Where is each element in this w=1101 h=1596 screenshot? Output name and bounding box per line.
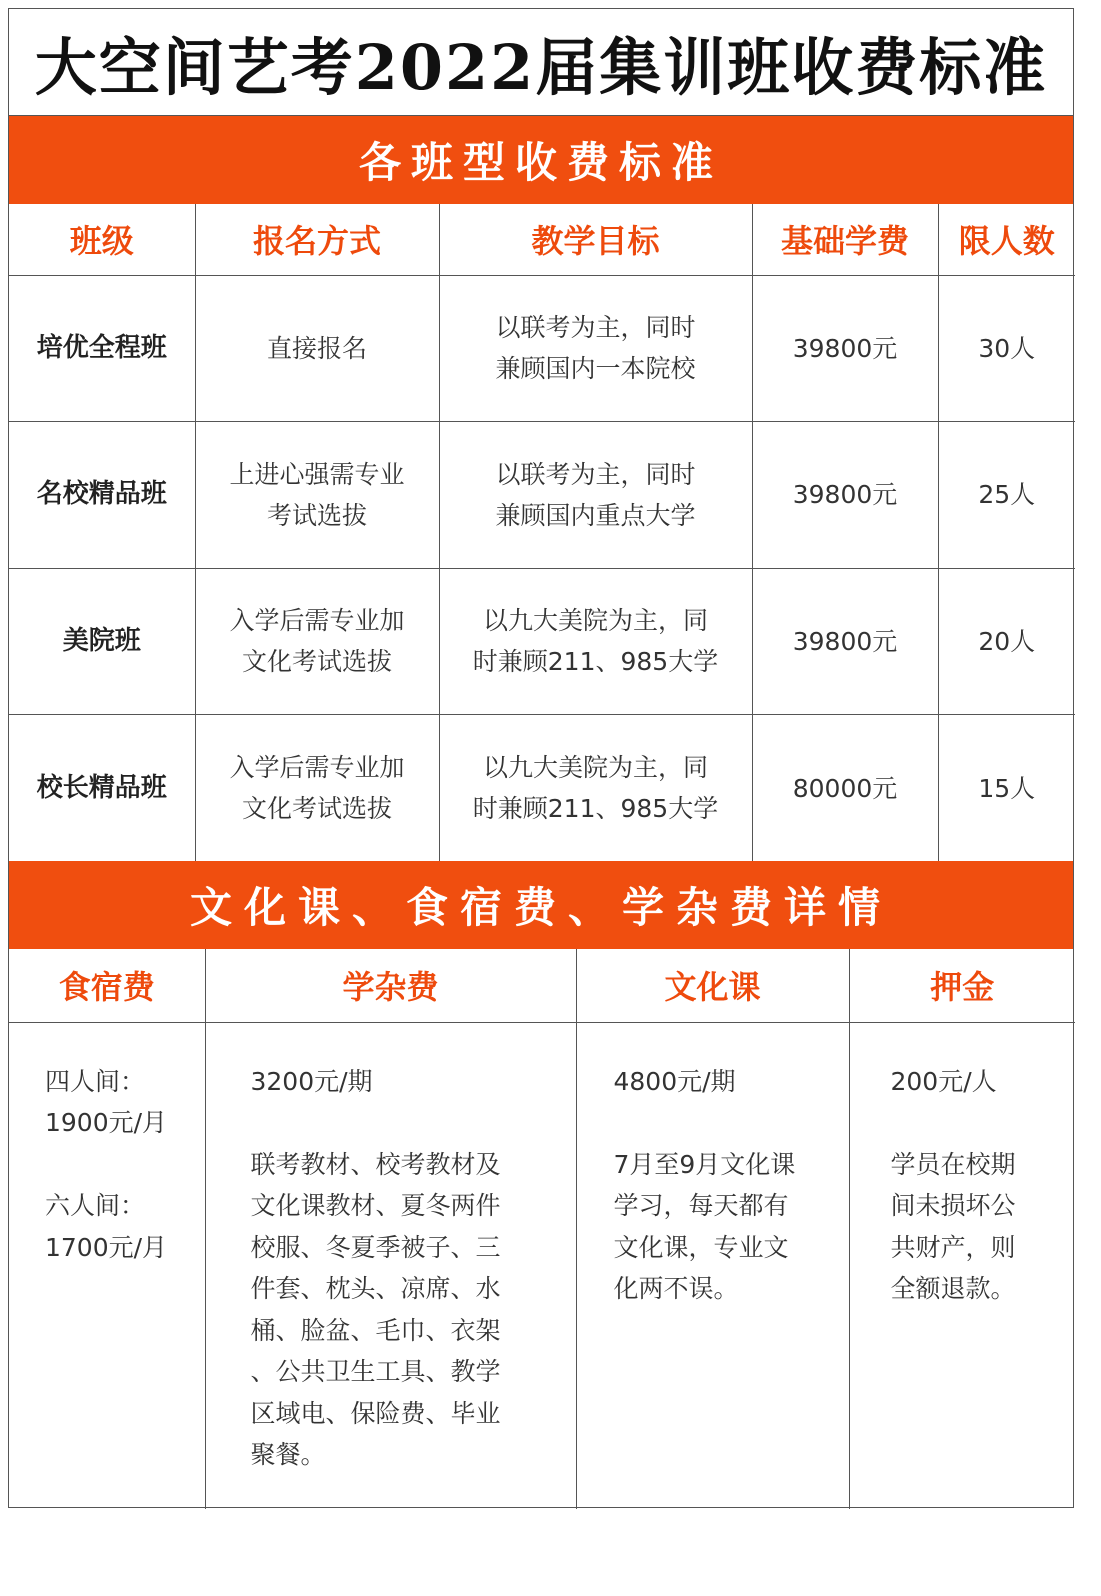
base-fee: 39800元 <box>752 568 938 715</box>
header-class: 班级 <box>9 204 195 275</box>
four-room-label: 四人间： <box>45 1066 146 1096</box>
enroll-method: 直接报名 <box>195 275 439 422</box>
class-fee-table <box>9 204 1075 861</box>
enroll-method: 入学后需专业加 文化考试选拔 <box>195 715 439 862</box>
culture-detail: 4800元/期 7月至9月文化课 学习，每天都有 文化课，专业文 化两不误。 <box>576 1022 849 1509</box>
section-banner-class-fees: 各班型收费标准 <box>9 116 1073 204</box>
header-goal: 教学目标 <box>439 204 752 275</box>
seat-limit: 20人 <box>938 568 1075 715</box>
base-fee: 39800元 <box>752 275 938 422</box>
culture-price: 4800元/期 <box>613 1066 736 1096</box>
table-header-row <box>9 204 1075 275</box>
table-row <box>9 275 1075 422</box>
table-row <box>9 422 1075 569</box>
table-header-row <box>9 949 1075 1022</box>
class-name: 美院班 <box>9 568 195 715</box>
four-room-price: 1900元/月 <box>45 1108 168 1137</box>
enroll-method: 上进心强需专业 考试选拔 <box>195 422 439 569</box>
table-row <box>9 715 1075 862</box>
table-row <box>9 568 1075 715</box>
deposit-detail: 200元/人 学员在校期 间未损坏公 共财产，则 全额退款。 <box>849 1022 1075 1509</box>
teaching-goal: 以联考为主，同时 兼顾国内重点大学 <box>439 422 752 569</box>
header-fee: 基础学费 <box>752 204 938 275</box>
class-name: 培优全程班 <box>9 275 195 422</box>
table-row <box>9 1022 1075 1509</box>
teaching-goal: 以九大美院为主，同 时兼顾211、985大学 <box>439 715 752 862</box>
six-room-label: 六人间： <box>45 1191 146 1220</box>
enroll-method: 入学后需专业加 文化考试选拔 <box>195 568 439 715</box>
seat-limit: 25人 <box>938 422 1075 569</box>
seat-limit: 30人 <box>938 275 1075 422</box>
header-limit: 限人数 <box>938 204 1075 275</box>
misc-price: 3200元/期 <box>250 1066 373 1096</box>
teaching-goal: 以联考为主，同时 兼顾国内一本院校 <box>439 275 752 422</box>
fee-sheet <box>8 8 1074 1508</box>
base-fee: 80000元 <box>752 715 938 862</box>
header-culture: 文化课 <box>576 949 849 1022</box>
class-name: 名校精品班 <box>9 422 195 569</box>
extra-fee-table <box>9 949 1075 1509</box>
page-title: 大空间艺考2022届集训班收费标准 <box>9 9 1073 116</box>
header-method: 报名方式 <box>195 204 439 275</box>
base-fee: 39800元 <box>752 422 938 569</box>
class-name: 校长精品班 <box>9 715 195 862</box>
six-room-price: 1700元/月 <box>45 1232 168 1262</box>
section-banner-extra-fees: 文化课、食宿费、学杂费详情 <box>9 861 1073 949</box>
header-board: 食宿费 <box>9 949 205 1022</box>
misc-detail: 3200元/期 联考教材、校考教材及 文化课教材、夏冬两件 校服、冬夏季被子、三 件套、枕头、凉席、水 桶、脸盆、毛巾、衣架 、公共卫生工具、教学 区域电、保险费、毕业 聚餐。 <box>205 1022 576 1509</box>
header-deposit: 押金 <box>849 949 1075 1022</box>
teaching-goal: 以九大美院为主，同 时兼顾211、985大学 <box>439 568 752 715</box>
header-misc: 学杂费 <box>205 949 576 1022</box>
deposit-price: 200元/人 <box>890 1066 997 1096</box>
board-detail <box>9 1022 205 1509</box>
seat-limit: 15人 <box>938 715 1075 862</box>
